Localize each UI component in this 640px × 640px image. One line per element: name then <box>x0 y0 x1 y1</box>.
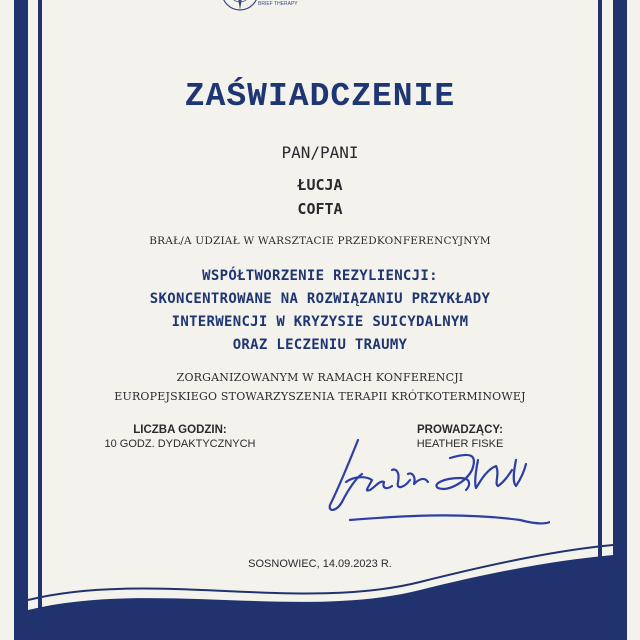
first-name: ŁUCJA <box>297 176 343 194</box>
organizer-line: EUROPEJSKIEGO STOWARZYSZENIA TERAPII KRÓTKOTERMINOWEJ <box>114 390 526 403</box>
hours-value: 10 GODZ. DYDAKTYCZNYCH <box>104 438 256 450</box>
workshop-title-line: SKONCENTROWANE NA ROZWIĄZANIU PRZYKŁADY <box>149 291 491 307</box>
certificate-title: ZAŚWIADCZENIE <box>184 78 456 115</box>
logo-text: BRIEF THERAPY <box>258 1 298 7</box>
workshop-title-line: WSPÓŁTWORZENIE REZYLIENCJI: <box>202 268 438 284</box>
place-date: SOSNOWIEC, 14.09.2023 R. <box>248 558 392 570</box>
signature <box>320 430 550 530</box>
salutation: PAN/PANI <box>281 143 359 162</box>
workshop-title-line: ORAZ LECZENIU TRAUMY <box>232 337 408 353</box>
workshop-title-line: INTERWENCJI W KRYZYSIE SUICYDALNYM <box>171 314 469 330</box>
last-name: COFTA <box>297 200 343 218</box>
instructor-label: PROWADZĄCY: <box>416 424 504 436</box>
hours-label: LICZBA GODZIN: <box>133 424 227 436</box>
participation-text: BRAŁ/A UDZIAŁ W WARSZTACIE PRZEDKONFERENCYJNYM <box>149 235 491 247</box>
instructor-value: HEATHER FISKE <box>416 438 504 450</box>
organizer-line: ZORGANIZOWANYM W RAMACH KONFERENCJI <box>176 371 464 384</box>
